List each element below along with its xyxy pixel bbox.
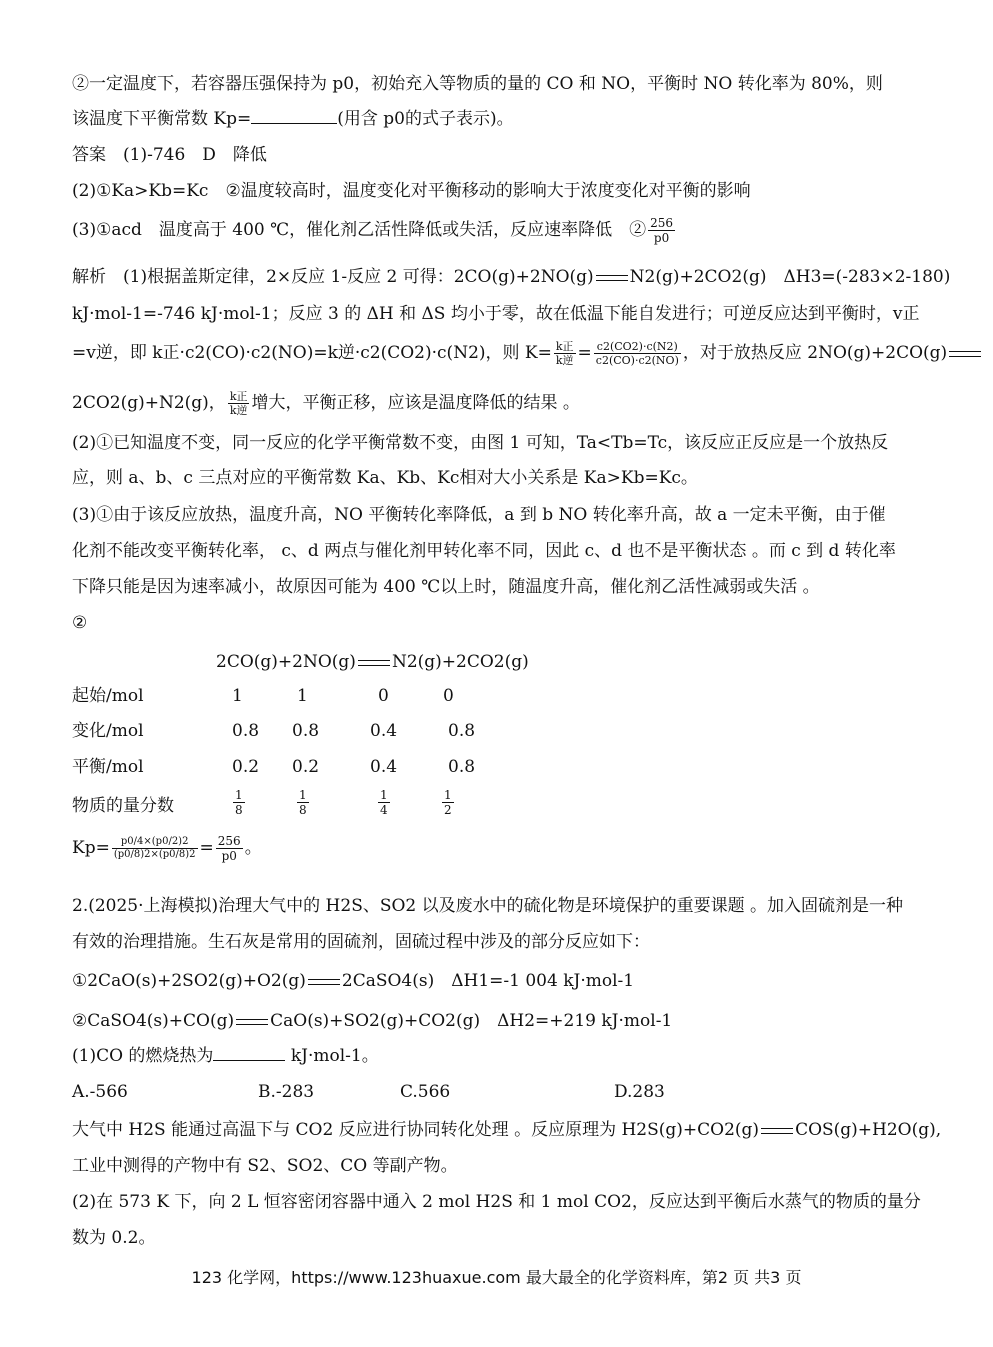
equilibrium-arrow-icon bbox=[949, 350, 981, 358]
table-cell: 0.8 bbox=[232, 721, 260, 741]
option-d: D.283 bbox=[614, 1082, 665, 1102]
table-fraction-cell bbox=[376, 788, 392, 817]
k-ratio-num: k正 bbox=[555, 340, 574, 353]
table-cell: 0.8 bbox=[448, 757, 476, 777]
kp-lhs: Kp= bbox=[72, 838, 110, 858]
option-b: B.-283 bbox=[258, 1082, 315, 1102]
q2-sub1 bbox=[72, 1045, 379, 1067]
table-cell: 0.8 bbox=[448, 721, 476, 741]
table-cell: 1 bbox=[232, 686, 243, 706]
k-ratio-fraction-2 bbox=[228, 390, 250, 417]
question-part2-text-b: (用含 p0的式子表示)。 bbox=[337, 109, 514, 129]
q2-text1-right: COS(g)+H2O(g), bbox=[795, 1120, 942, 1140]
question-part2-text-a: 该温度下平衡常数 Kp= bbox=[72, 109, 252, 129]
q2-text2: 工业中测得的产物中有 S2、SO2、CO 等副产物。 bbox=[72, 1156, 458, 1176]
analysis-line1 bbox=[72, 266, 950, 288]
answer-line2: (2)①Ka>Kb=Kc ②温度较高时，温度变化对平衡移动的影响大于浓度变化对平衡的影响 bbox=[72, 181, 751, 201]
table-cell: 1 bbox=[297, 686, 308, 706]
table-row-label: 变化/mol bbox=[72, 721, 144, 741]
reaction-1-right: 2CaSO4(s) ΔH1=-1 004 kJ·mol-1 bbox=[341, 971, 635, 991]
kp-fraction bbox=[112, 836, 198, 861]
q2-text1 bbox=[72, 1119, 941, 1141]
kp-end: 。 bbox=[244, 838, 262, 858]
fraction-num: 1 bbox=[299, 788, 307, 802]
fraction-num: 1 bbox=[444, 788, 452, 802]
analysis-line7: (3)①由于该反应放热，温度升高，NO 平衡转化率降低，a 到 b NO 转化率升高，故 a 一定未平衡，由于催 bbox=[72, 505, 886, 525]
kp-den: (p0/8)2×(p0/8)2 bbox=[113, 849, 196, 860]
table-equation bbox=[216, 651, 529, 673]
analysis-line8: 化剂不能改变平衡转化率， c、d 两点与催化剂甲转化率不同，因此 c、d 也不是平衡状态 。而 c 到 d 转化率 bbox=[72, 541, 896, 561]
question-part2-line1: ②一定温度下，若容器压强保持为 p0，初始充入等物质的量的 CO 和 NO，平衡时 NO 转化率为 80%，则 bbox=[72, 74, 883, 94]
equilibrium-arrow-icon bbox=[358, 659, 390, 667]
answer-line3 bbox=[72, 216, 677, 245]
answer-fraction bbox=[648, 216, 675, 245]
equilibrium-arrow-icon bbox=[236, 1018, 268, 1026]
analysis-line3-left: =v逆，即 k正·c2(CO)·c2(NO)=k逆·c2(CO2)·c(N2)，则 K= bbox=[72, 343, 552, 363]
table-equation-left: 2CO(g)+2NO(g) bbox=[216, 652, 356, 672]
table-cell: 0.2 bbox=[292, 757, 320, 777]
kp-result bbox=[216, 834, 243, 863]
reaction-1 bbox=[72, 970, 634, 992]
analysis-line1-right: N2(g)+2CO2(g) ΔH3=(-283×2-180) bbox=[629, 267, 951, 287]
table-cell: 0.4 bbox=[370, 721, 398, 741]
q2-line1: 2.(2025·上海模拟)治理大气中的 H2S、SO2 以及废水中的硫化物是环境保护的重要课题 。加入固硫剂是一种 bbox=[72, 896, 904, 916]
table-row-label: 物质的量分数 bbox=[72, 796, 174, 816]
answer-fraction-num: 256 bbox=[650, 216, 674, 230]
equilibrium-arrow-icon bbox=[761, 1127, 793, 1135]
fraction-den: 8 bbox=[235, 803, 243, 817]
table-fraction-cell bbox=[440, 788, 456, 817]
q2-sub2-line1: (2)在 573 K 下，向 2 L 恒容密闭容器中通入 2 mol H2S 和 1 mol CO2，反应达到平衡后水蒸气的物质的量分 bbox=[72, 1192, 921, 1212]
table-equation-right: N2(g)+2CO2(g) bbox=[391, 652, 529, 672]
table-cell: 0.8 bbox=[292, 721, 320, 741]
reaction-2 bbox=[72, 1010, 672, 1032]
concentration-fraction bbox=[594, 340, 681, 367]
answer-fraction-den: p0 bbox=[653, 231, 670, 245]
analysis-line9: 下降只能是因为速率减小，故原因可能为 400 ℃以上时，随温度升高，催化剂乙活性减弱或失活 。 bbox=[72, 577, 820, 597]
answer-line3-text: (3)①acd 温度高于 400 ℃，催化剂乙活性降低或失活，反应速率降低 ② bbox=[72, 220, 647, 240]
kp-result-den: p0 bbox=[221, 849, 237, 863]
answer-blank bbox=[213, 1046, 285, 1061]
table-cell: 0.2 bbox=[232, 757, 260, 777]
analysis-line10: ② bbox=[72, 613, 88, 633]
fraction-den: 2 bbox=[444, 803, 452, 817]
concentration-den: c2(CO)·c2(NO) bbox=[595, 354, 679, 367]
q2-line2: 有效的治理措施。生石灰是常用的固硫剂，固硫过程中涉及的部分反应如下： bbox=[72, 932, 650, 952]
table-fraction-cell bbox=[231, 788, 247, 817]
fraction-den: 8 bbox=[299, 803, 307, 817]
table-cell: 0.4 bbox=[370, 757, 398, 777]
answer-blank bbox=[251, 109, 337, 124]
option-c: C.566 bbox=[400, 1082, 451, 1102]
equilibrium-arrow-icon bbox=[596, 274, 628, 282]
analysis-line4 bbox=[72, 390, 580, 417]
reaction-2-right: CaO(s)+SO2(g)+CO2(g) ΔH2=+219 kJ·mol-1 bbox=[270, 1011, 673, 1031]
fraction-den: 4 bbox=[380, 803, 388, 817]
question-part2-line2 bbox=[72, 108, 514, 130]
fraction-num: 1 bbox=[235, 788, 243, 802]
kp-expression bbox=[72, 834, 262, 863]
analysis-line6: 应，则 a、b、c 三点对应的平衡常数 Ka、Kb、Kc相对大小关系是 Ka>Kb=Kc。 bbox=[72, 468, 698, 488]
answer-line1: 答案 (1)-746 D 降低 bbox=[72, 145, 267, 165]
kp-result-num: 256 bbox=[217, 834, 241, 848]
k-ratio-fraction bbox=[554, 340, 576, 367]
option-a: A.-566 bbox=[72, 1082, 128, 1102]
page-footer: 123 化学网，https://www.123huaxue.com 最大最全的化学资料库，第2 页 共3 页 bbox=[191, 1268, 802, 1287]
q2-sub1-text-b: kJ·mol-1。 bbox=[285, 1046, 379, 1066]
analysis-line4-right: 增大，平衡正移，应该是温度降低的结果 。 bbox=[251, 393, 580, 413]
fraction-num: 1 bbox=[380, 788, 388, 802]
analysis-line2: kJ·mol-1=-746 kJ·mol-1；反应 3 的 ΔH 和 ΔS 均小于零，故在低温下能自发进行；可逆反应达到平衡时，v正 bbox=[72, 304, 920, 324]
analysis-line5: (2)①已知温度不变，同一反应的化学平衡常数不变，由图 1 可知，Ta<Tb=Tc，该反应正反应是一个放热反 bbox=[72, 433, 889, 453]
table-row-label: 起始/mol bbox=[72, 686, 144, 706]
analysis-line3: =v逆，即 k正·c2(CO)·c2(NO)=k逆·c2(CO2)·c(N2)，则 K= k正 k逆 = $\frac{c2(CO2)\cdot c(N2)}{c2(CO)\cdot c2(NO)}$ ，对于放热反应 2NO(g)+2CO(g) bbox=[72, 340, 983, 367]
table-row-label: 平衡/mol bbox=[72, 757, 144, 777]
k-ratio-den: k逆 bbox=[555, 354, 574, 367]
analysis-line1-left: 解析 (1)根据盖斯定律，2×反应 1-反应 2 可得：2CO(g)+2NO(g) bbox=[72, 267, 594, 287]
q2-sub2-line2: 数为 0.2。 bbox=[72, 1228, 156, 1248]
q2-sub1-text-a: (1)CO 的燃烧热为 bbox=[72, 1046, 214, 1066]
concentration-num: c2(CO2)·c(N2) bbox=[594, 340, 681, 354]
reaction-2-left: ②CaSO4(s)+CO(g) bbox=[72, 1011, 235, 1031]
q2-text1-left: 大气中 H2S 能通过高温下与 CO2 反应进行协同转化处理 。反应原理为 H2S(g)+CO2(g) bbox=[72, 1120, 760, 1140]
table-cell: 0 bbox=[378, 686, 389, 706]
k-ratio-num: k正 bbox=[229, 390, 248, 403]
kp-num: p0/4×(p0/2)2 bbox=[112, 836, 198, 849]
kp-equals: = bbox=[199, 838, 214, 858]
analysis-line4-left: 2CO2(g)+N2(g)， bbox=[72, 393, 226, 413]
reaction-1-left: ①2CaO(s)+2SO2(g)+O2(g) bbox=[72, 971, 306, 991]
analysis-line3-right: ，对于放热反应 2NO(g)+2CO(g) bbox=[682, 343, 948, 363]
equilibrium-arrow-icon bbox=[308, 978, 340, 986]
k-ratio-den: k逆 bbox=[229, 404, 248, 417]
table-cell: 0 bbox=[443, 686, 454, 706]
table-fraction-cell bbox=[295, 788, 311, 817]
